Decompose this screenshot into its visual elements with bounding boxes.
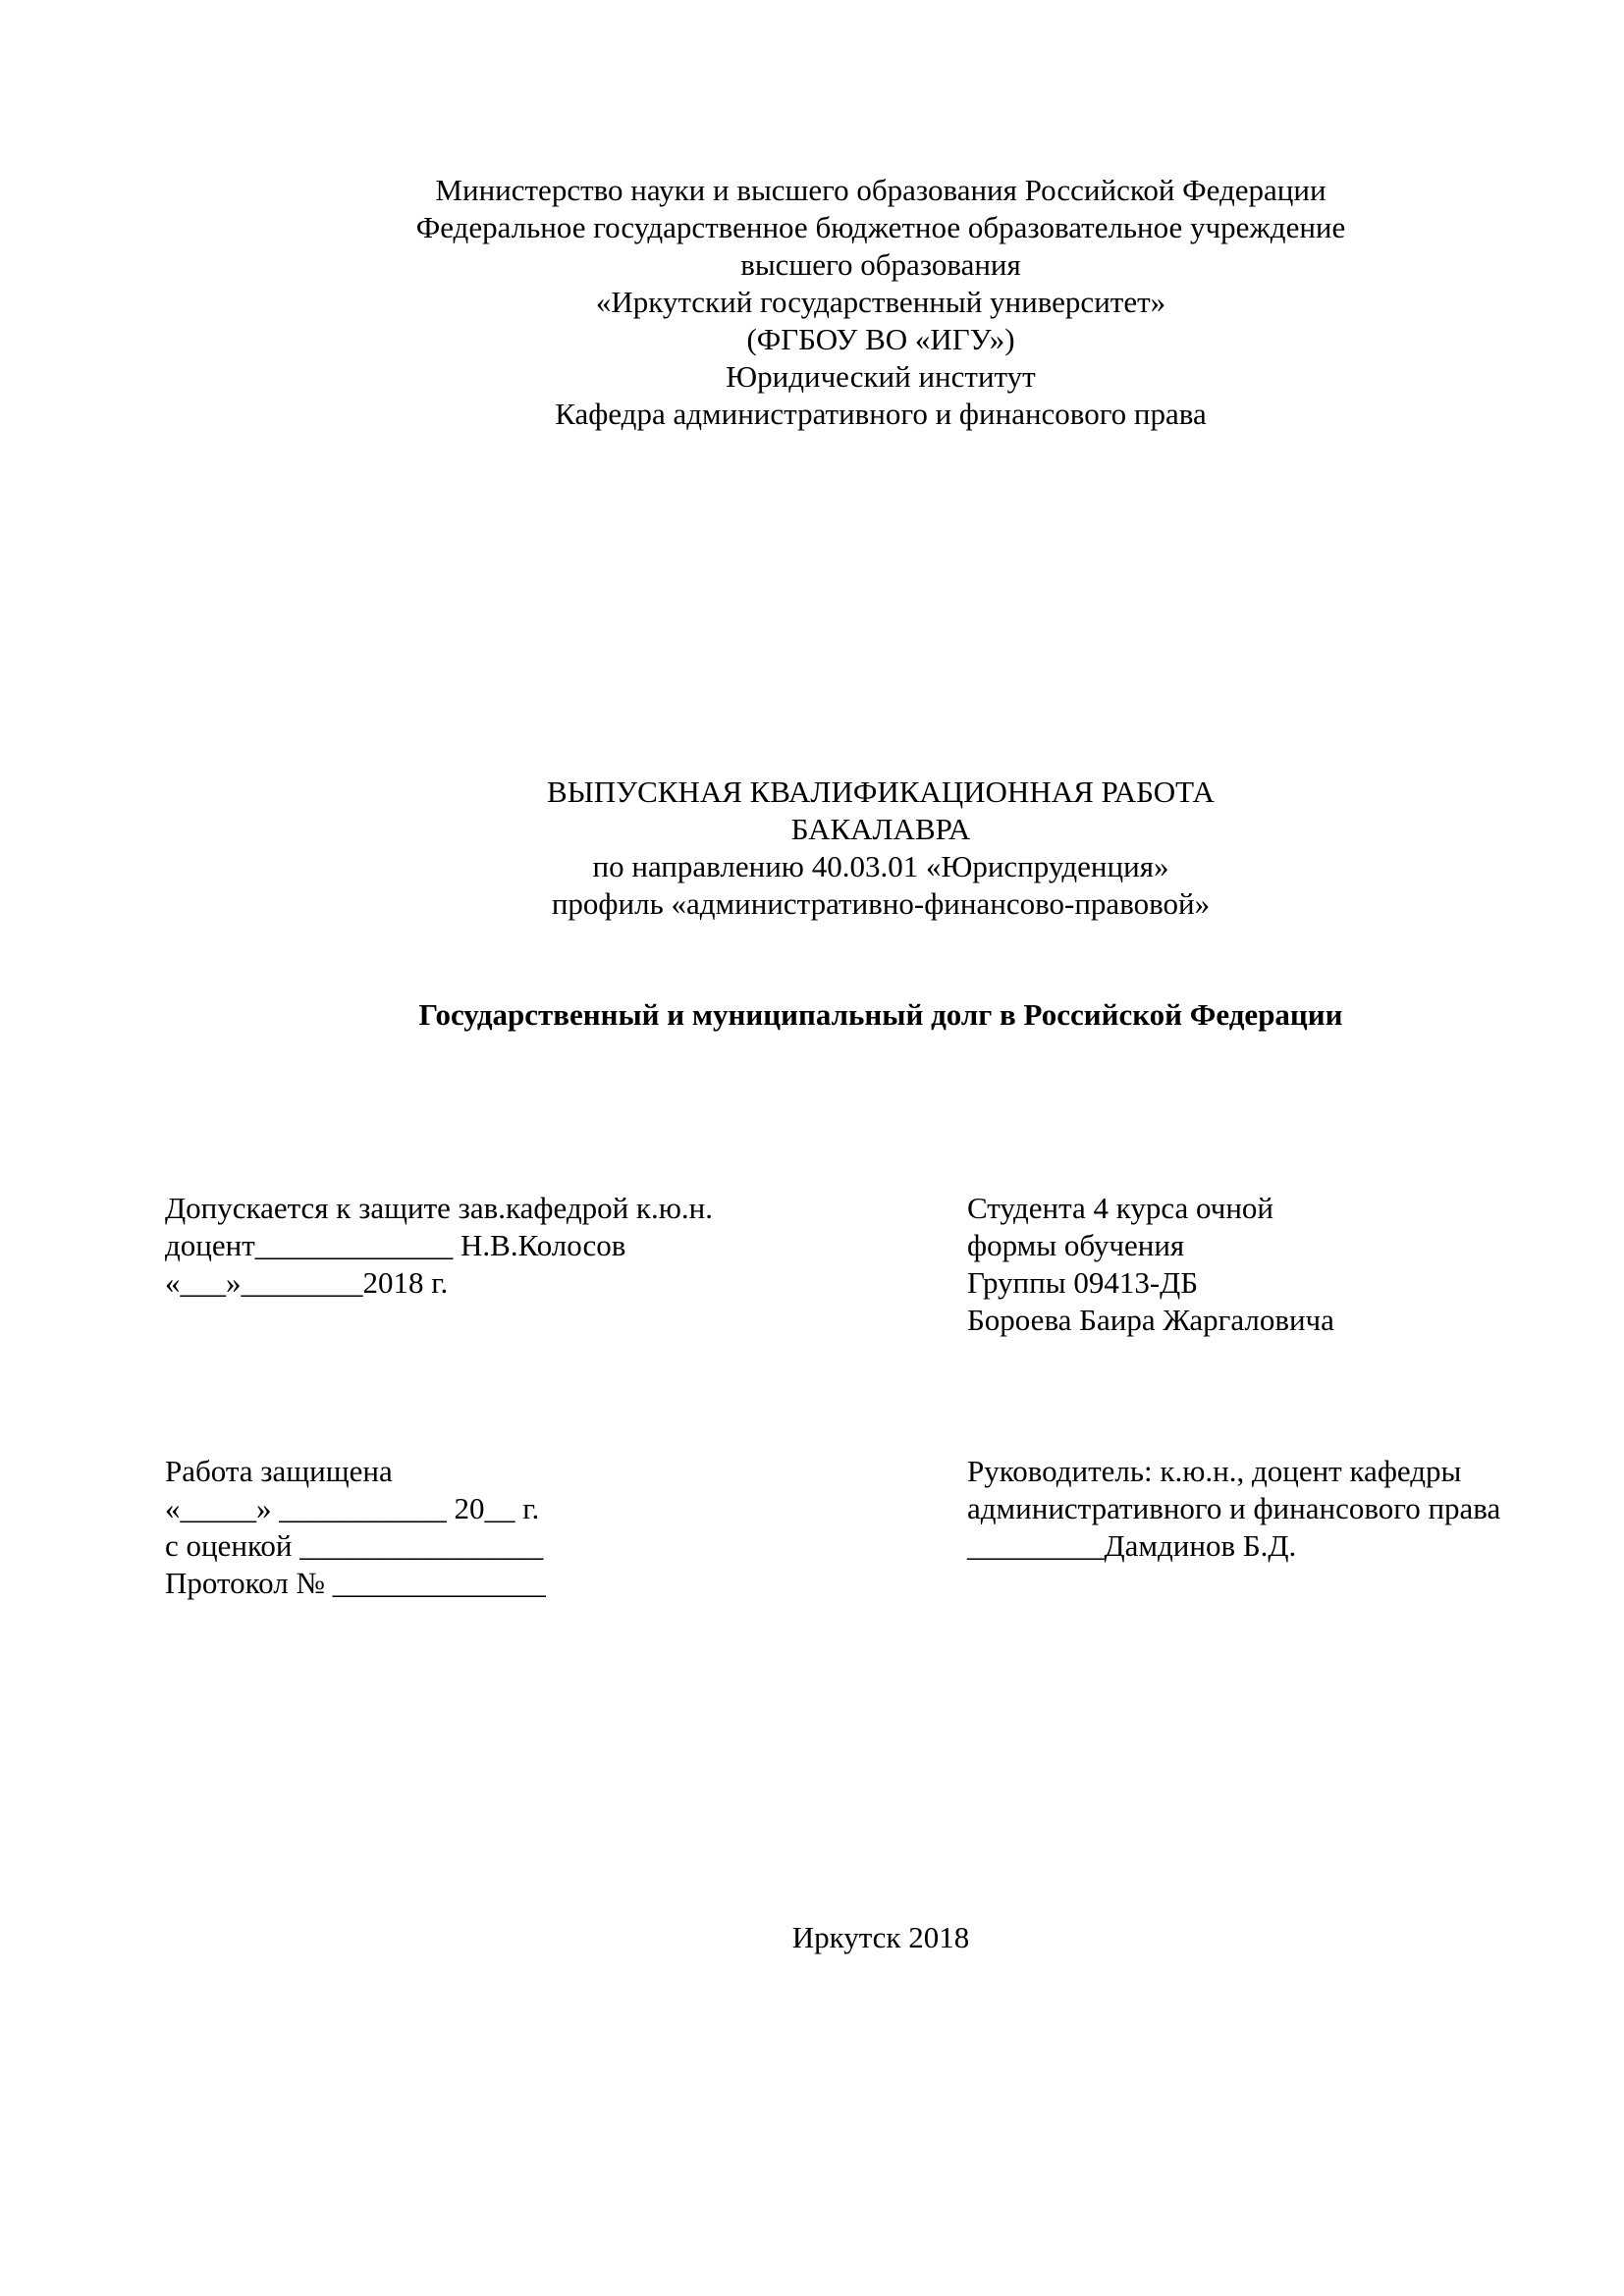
student-course-line: Студента 4 курса очной — [967, 1191, 1273, 1225]
education-level-line: высшего образования — [740, 247, 1021, 282]
institution-header — [0, 172, 1624, 433]
university-abbr-line: (ФГБОУ ВО «ИГУ») — [746, 322, 1015, 356]
profile-line: профиль «административно-финансово-правовой» — [551, 886, 1211, 921]
work-type-line: ВЫПУСКНАЯ КВАЛИФИКАЦИОННАЯ РАБОТА — [547, 774, 1215, 809]
ministry-line: Министерство науки и высшего образования Российской Федерации — [435, 173, 1326, 207]
grade-line: с оценкой ________________ — [165, 1528, 544, 1563]
head-signature-line: доцент_____________ Н.В.Колосов — [165, 1228, 626, 1262]
student-name-line: Бороева Баира Жаргаловича — [967, 1303, 1334, 1337]
degree-line: БАКАЛАВРА — [790, 812, 971, 846]
university-name-line: «Иркутский государственный университет» — [595, 285, 1166, 319]
department-line: Кафедра административного и финансового права — [555, 397, 1207, 431]
thesis-title: Государственный и муниципальный долг в Российской Федерации — [418, 997, 1343, 1032]
student-block — [967, 1190, 1334, 1339]
supervisor-title-line: Руководитель: к.ю.н., доцент кафедры — [967, 1454, 1462, 1488]
defense-date-line: «_____» ___________ 20__ г. — [165, 1491, 540, 1525]
defense-block — [165, 1453, 546, 1602]
student-group-line: Группы 09413-ДБ — [967, 1265, 1199, 1300]
supervisor-block — [967, 1453, 1500, 1565]
protocol-line: Протокол № ______________ — [165, 1566, 546, 1600]
supervisor-signature-line: _________Дамдинов Б.Д. — [967, 1528, 1297, 1563]
direction-line: по направлению 40.03.01 «Юриспруденция» — [592, 849, 1169, 883]
city-year: Иркутск 2018 — [791, 1920, 970, 1954]
admission-line: Допускается к защите зав.кафедрой к.ю.н. — [165, 1191, 713, 1225]
study-form-line: формы обучения — [967, 1228, 1185, 1262]
supervisor-department-line: административного и финансового права — [967, 1491, 1501, 1525]
work-type-block — [0, 774, 1624, 923]
topic-block — [0, 996, 1624, 1034]
admission-date-line: «___»________2018 г. — [165, 1265, 449, 1300]
footer-block — [0, 1919, 1624, 1956]
institute-line: Юридический институт — [726, 359, 1036, 394]
defended-line: Работа защищена — [165, 1454, 393, 1488]
admission-block — [165, 1190, 713, 1302]
institution-type-line: Федеральное государственное бюджетное образовательное учреждение — [415, 210, 1346, 244]
